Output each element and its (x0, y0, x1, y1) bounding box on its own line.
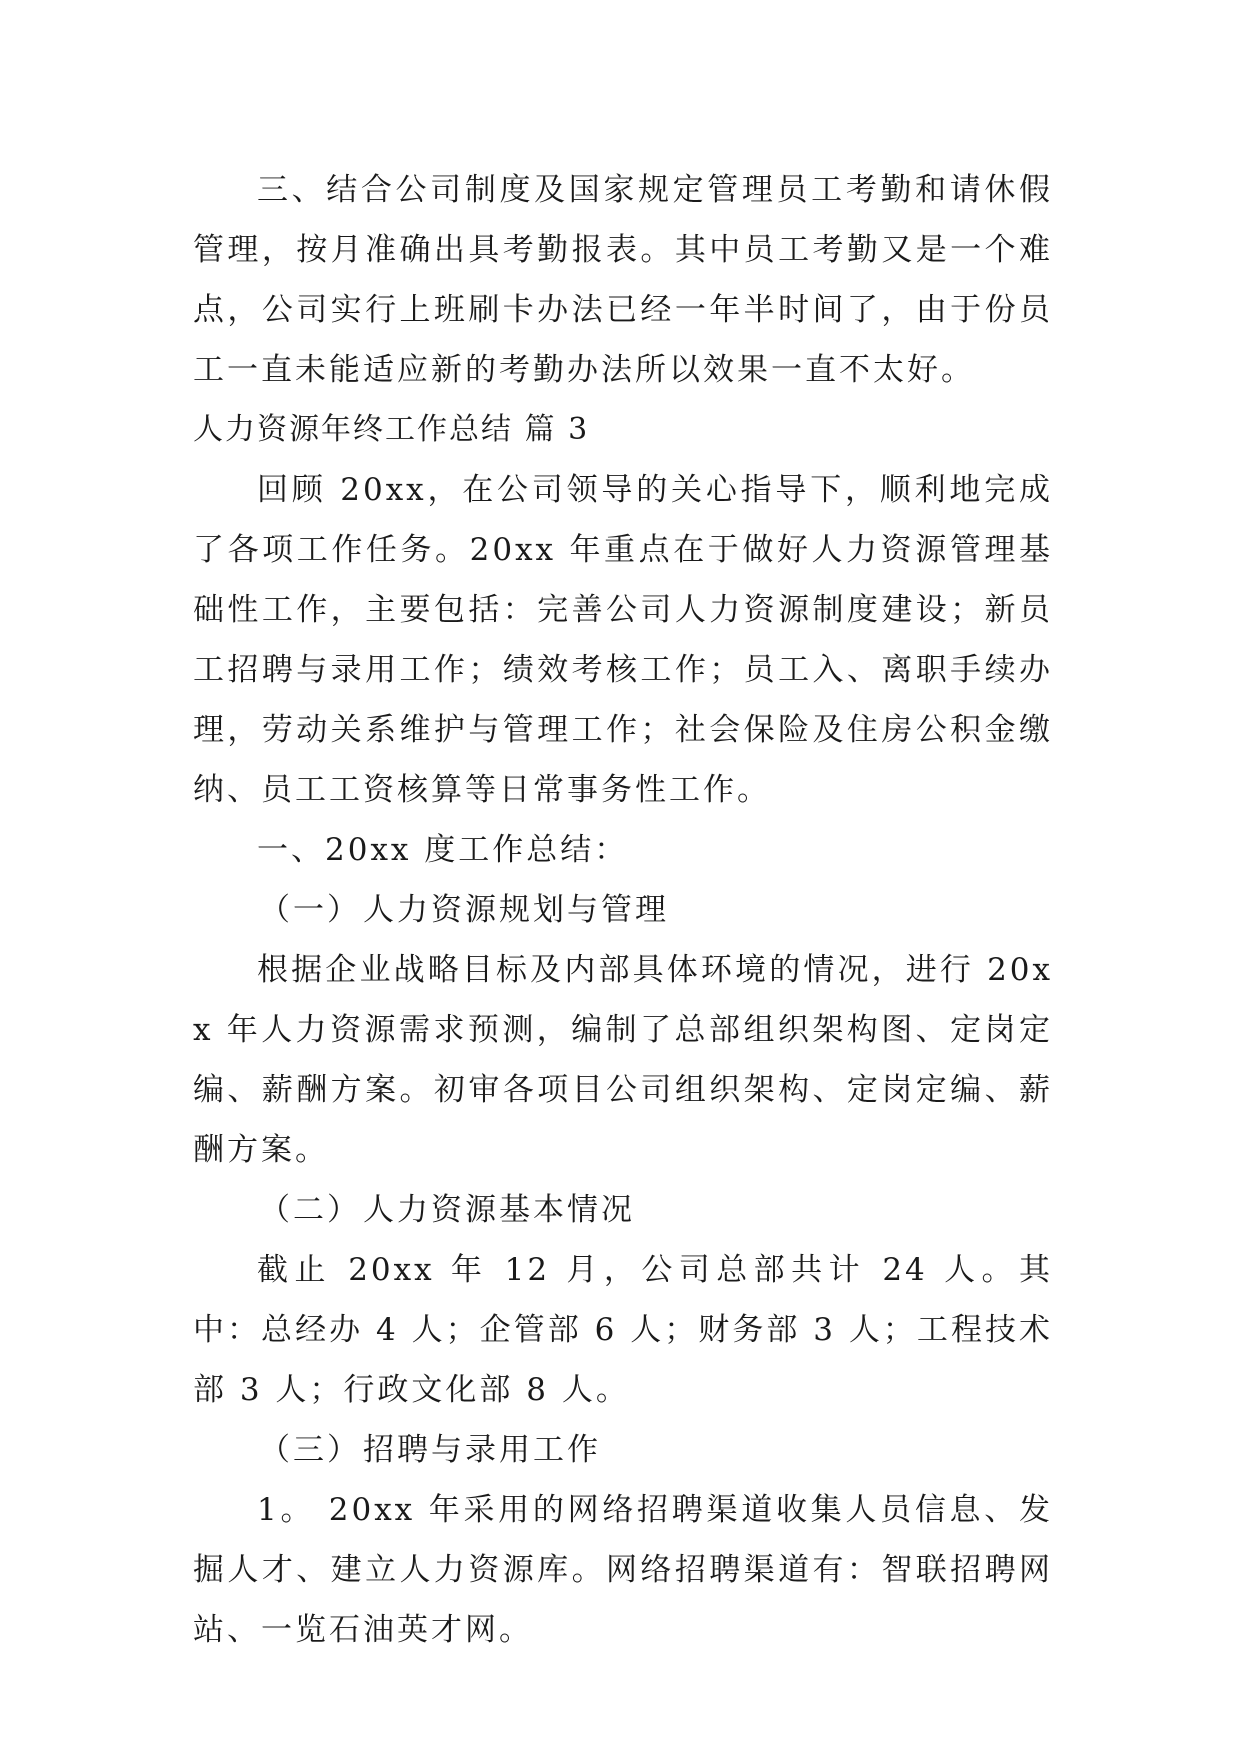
subheading-label: 招聘与录用工作 (363, 1432, 601, 1468)
subheading-number: （二） (259, 1192, 361, 1228)
section-heading: 人力资源年终工作总结 篇 3 (193, 412, 590, 447)
subheading-label: 人力资源规划与管理 (363, 892, 669, 928)
paragraph-summary-title: 一、20xx 度工作总结： (257, 832, 629, 868)
paragraph-planning: 根据企业战略目标及内部具体环境的情况，进行 20xx 年人力资源需求预测，编制了总部组织架构图、定岗定编、薪酬方案。初审各项目公司组织架构、定岗定编、薪酬方案。 (193, 952, 1053, 1168)
subheading-number: （三） (259, 1432, 361, 1468)
subheading-recruitment (193, 1420, 1053, 1480)
paragraph-recruitment: 1。 20xx 年采用的网络招聘渠道收集人员信息、发掘人才、建立人力资源库。网络招聘渠道有：智联招聘网站、一览石油英才网。 (193, 1492, 1053, 1648)
paragraph-attendance: 三、结合公司制度及国家规定管理员工考勤和请休假管理，按月准确出具考勤报表。其中员工考勤又是一个难点，公司实行上班刷卡办法已经一年半时间了，由于份员工一直未能适应新的考勤办法所以效果一直不太好。 (193, 172, 1053, 388)
subheading-planning (193, 880, 1053, 940)
subheading-basic-info (193, 1180, 1053, 1240)
document-body (193, 160, 1053, 1660)
subheading-number: （一） (259, 892, 361, 928)
paragraph-review: 回顾 20xx，在公司领导的关心指导下，顺利地完成了各项工作任务。20xx 年重点在于做好人力资源管理基础性工作，主要包括：完善公司人力资源制度建设；新员工招聘与录用工作；绩效考核工作；员工入、离职手续办理，劳动关系维护与管理工作；社会保险及住房公积金缴纳、员工工资核算等日常事务性工作。 (193, 472, 1053, 808)
subheading-label: 人力资源基本情况 (363, 1192, 635, 1228)
paragraph-headcount: 截止 20xx 年 12 月，公司总部共计 24 人。其中：总经办 4 人；企管部 6 人；财务部 3 人；工程技术部 3 人；行政文化部 8 人。 (193, 1252, 1053, 1408)
